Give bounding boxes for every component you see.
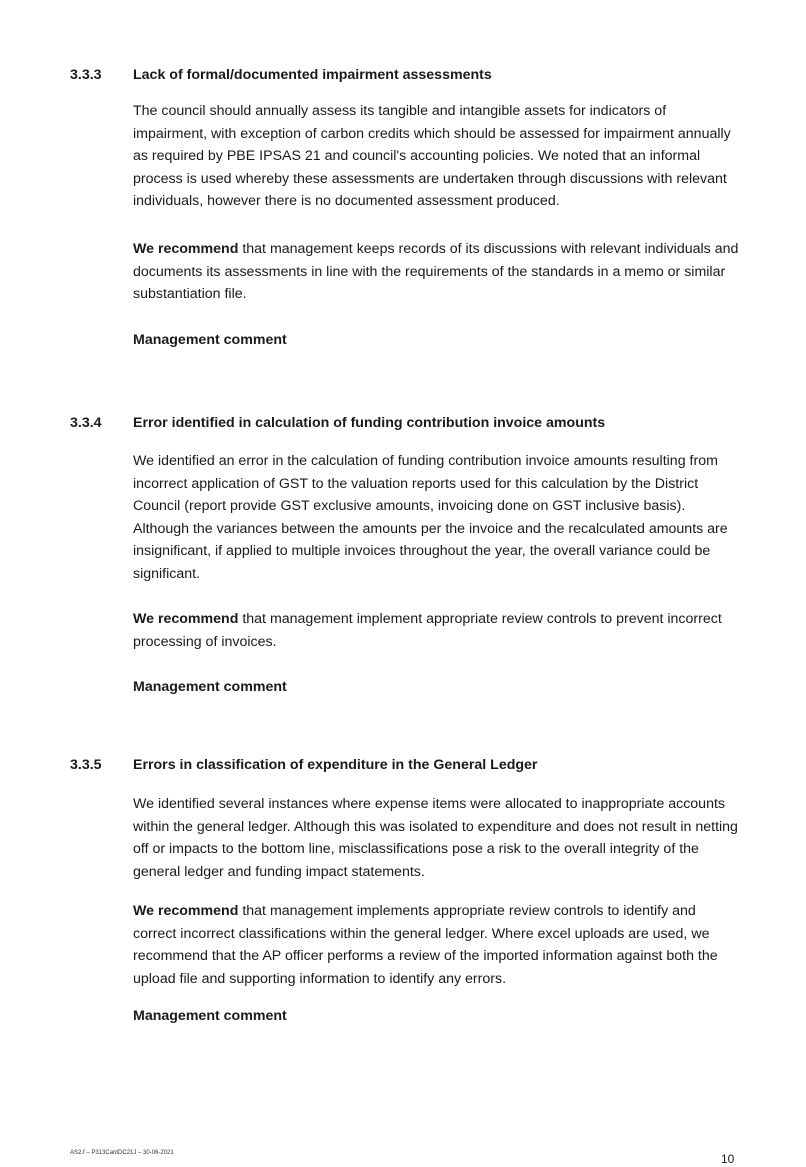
recommendation: [133, 900, 743, 990]
recommendation-lead: We recommend: [133, 611, 239, 627]
section-body: The council should annually assess its tangible and intangible assets for indicators of impairment, with exception of carbon credits which should be assessed for impairment annually as required by PBE IPSAS 21 and council's accounting policies. We noted that an informal process is used whereby these assessments are undertaken through discussions with relevant individuals, however there is no documented assessment produced.: [133, 103, 731, 210]
recommendation-lead: We recommend: [133, 903, 239, 919]
section-title: Error identified in calculation of funding contribution invoice amounts: [133, 415, 606, 431]
section-body: We identified several instances where expense items were allocated to inappropriate accounts within the general ledger. Although this was isolated to expenditure and does not result in netting off or impacts to the bottom line, misclassifications pose a risk to the overall integrity of the general ledger and funding impact statements.: [133, 796, 738, 880]
footer-reference: AS2.f – P313CantDC21J – 30-06-2021: [70, 1150, 174, 1156]
management-comment-heading: Management comment: [133, 679, 287, 695]
page-number: 10: [721, 1152, 735, 1166]
section-number: 3.3.3: [70, 67, 102, 83]
recommendation-lead: We recommend: [133, 241, 239, 257]
management-comment-heading: Management comment: [133, 1008, 287, 1024]
section-title: Errors in classification of expenditure in the General Ledger: [133, 757, 538, 773]
section-title: Lack of formal/documented impairment assessments: [133, 67, 492, 83]
recommendation-text: that management implements appropriate review controls to identify and correct incorrect classifications within the general ledger. Where excel uploads are used, we recommend that the AP officer performs a review of the imported information against both the upload file and supporting information to identify any errors.: [133, 903, 718, 987]
recommendation-text: that management keeps records of its discussions with relevant individuals and documents its assessments in line with the requirements of the standards in a memo or similar substantiation file.: [133, 241, 739, 303]
section-number: 3.3.5: [70, 757, 102, 773]
recommendation: [133, 238, 743, 306]
section-body: We identified an error in the calculation of funding contribution invoice amounts resulting from incorrect application of GST to the valuation reports used for this calculation by the District Council (report provide GST exclusive amounts, invoicing done on GST inclusive basis). Although the variances between the amounts per the invoice and the recalculated amounts are insignificant, if applied to multiple invoices throughout the year, the overall variance could be significant.: [133, 453, 728, 582]
recommendation: [133, 608, 743, 653]
recommendation-text: that management implement appropriate review controls to prevent incorrect processing of invoices.: [133, 611, 722, 650]
section-number: 3.3.4: [70, 415, 102, 431]
management-comment-heading: Management comment: [133, 332, 287, 348]
